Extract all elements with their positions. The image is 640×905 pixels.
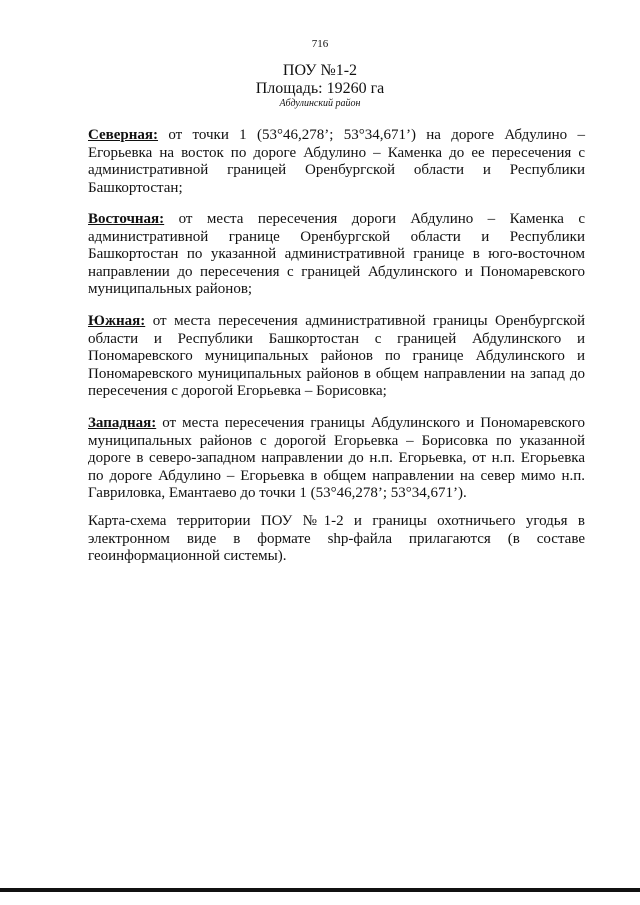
- south-boundary-text: от места пересечения административной границы Оренбургской области и Республики Башкортостан с границей Абдулинского и Пономаревского муниципальных районов по границе Абдулинского и Пономаревского муниципальных районов в общем направлении на запад до пересечения с дорогой Егорьевка – Борисовка;: [88, 313, 585, 400]
- east-boundary-paragraph: [88, 211, 585, 299]
- north-boundary-text: от точки 1 (53°46,278’; 53°34,671’) на дороге Абдулино – Егорьевка на восток по дороге Абдулино – Каменка до ее пересечения с административной границей Оренбургской области и Республики Башкортостан;: [88, 127, 585, 196]
- north-boundary-label: Северная:: [88, 127, 159, 143]
- west-boundary-paragraph: [88, 415, 585, 503]
- bottom-rule: [0, 888, 640, 892]
- west-boundary-label: Западная:: [88, 415, 157, 431]
- east-boundary-text: от места пересечения дороги Абдулино – Каменка с административной границе Оренбургской области и Республики Башкортостан по указанной административной границе в юго-восточном направлении до пересечения с границей Абдулинского и Пономаревского муниципальных районов;: [88, 211, 585, 298]
- east-boundary-label: Восточная:: [88, 211, 165, 227]
- north-boundary-paragraph: [88, 127, 585, 197]
- south-boundary-paragraph: [88, 313, 585, 401]
- south-boundary-label: Южная:: [88, 313, 146, 329]
- page-number: 716: [311, 38, 329, 50]
- district-name: Абдулинский район: [279, 98, 361, 109]
- area-line: Площадь: 19260 га: [255, 80, 385, 97]
- map-note-paragraph: Карта-схема территории ПОУ №1-2 и границы охотничьего угодья в электронном виде в формате shp-файла прилагаются (в составе геоинформационной системы).: [88, 513, 585, 565]
- document-title: ПОУ №1-2: [282, 62, 358, 79]
- west-boundary-text: от места пересечения границы Абдулинского и Пономаревского муниципальных районов с дорогой Егорьевка – Борисовка по указанной дороге в северо-западном направлении до н.п. Егорьевка, от н.п. Егорьевка по дороге Абдулино – Егорьевка в общем направлении на север мимо н.п. Гавриловка, Емантаево до точки 1 (53°46,278’; 53°34,671’).: [88, 415, 585, 502]
